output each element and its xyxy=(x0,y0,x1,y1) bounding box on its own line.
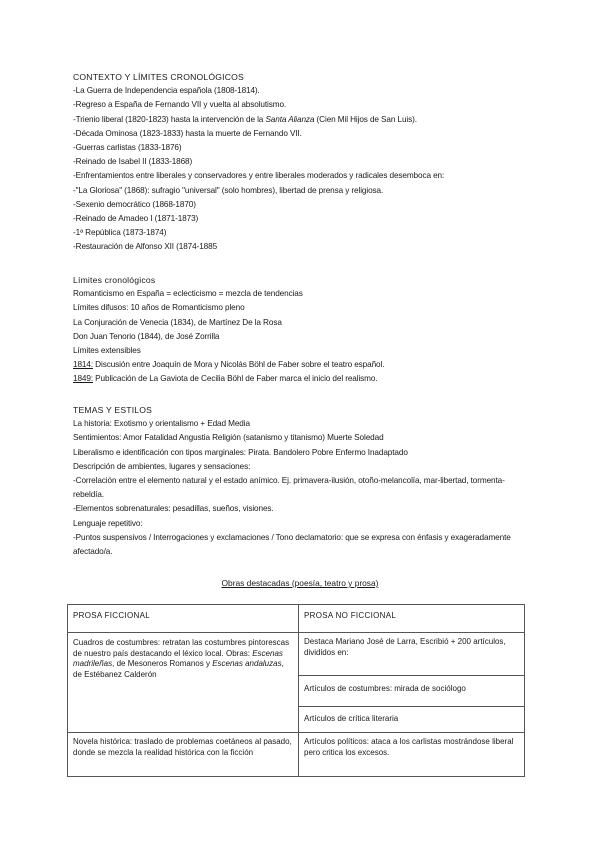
context-item: -La Guerra de Independencia española (1808-1814). xyxy=(73,86,260,96)
year-1814: 1814: xyxy=(73,360,93,370)
santa-alianza: Santa Alianza xyxy=(265,114,315,124)
text-1849: Publicación de La Gaviota de Cecilia Böhl de Faber marca el inicio del realismo. xyxy=(93,374,378,384)
work-escenas-madrilenas: Escenas madrileñas xyxy=(73,648,283,668)
themes-nature: -Correlación entre el elemento natural y el estado anímico. Ej. primavera-ilusión, otoño-melancolía, mar-libertad, tormenta-rebeldía. xyxy=(73,476,505,500)
art-costumbres-cell: Artículos de costumbres: mirada de sociólogo xyxy=(299,676,525,707)
limits-line: Romanticismo en España = eclecticismo = mezcla de tendencias xyxy=(73,289,303,299)
novela-cell: Novela histórica: traslado de problemas coetáneos al pasado, donde se mezcla la realidad histórica con la ficción xyxy=(68,733,299,777)
limits-section xyxy=(73,273,543,387)
limits-line: Don Juan Tenorio (1844), de José Zorrilla xyxy=(73,331,220,341)
themes-line: Sentimientos: Amor Fatalidad Angustia Religión (satanismo y titanismo) Muerte Soledad xyxy=(73,433,384,443)
context-item: -Guerras carlistas (1833-1876) xyxy=(73,143,182,153)
text-1814: Discusión entre Joaquín de Mora y Nicolás Böhl de Faber sobre el teatro español. xyxy=(93,360,385,370)
context-heading: CONTEXTO Y LÍMITES CRONOLÓGICOS xyxy=(73,72,244,82)
year-1849: 1849: xyxy=(73,374,93,384)
context-item: -1ª República (1873-1874) xyxy=(73,228,167,238)
col-fiction-header: PROSA FICCIONAL xyxy=(68,605,299,633)
art-critica-cell: Artículos de crítica literaria xyxy=(299,707,525,733)
context-item: -"La Gloriosa" (1868): sufragio "universal" (solo hombres), libertad de prensa y religiosa. xyxy=(73,185,384,195)
costumbres-text: Cuadros de costumbres: retratan las costumbres pintorescas de nuestro país destacando el léxico local. Obras: xyxy=(73,638,290,658)
themes-line: Liberalismo e identificación con tipos marginales: Pirata. Bandolero Pobre Enfermo Inadaptado xyxy=(73,447,408,457)
context-item: -Enfrentamientos entre liberales y conservadores y entre liberales moderados y radicales desemboca en: xyxy=(73,171,445,181)
context-item: -Restauración de Alfonso XII (1874-1885 xyxy=(73,242,218,252)
table-header-row xyxy=(68,605,525,633)
language-title: Lenguaje repetitivo: xyxy=(73,518,143,528)
themes-line: Descripción de ambientes, lugares y sensaciones: xyxy=(73,461,251,471)
works-table xyxy=(67,604,525,777)
themes-line: La historia: Exotismo y orientalismo + Edad Media xyxy=(73,419,250,429)
themes-section xyxy=(73,403,533,559)
art-politicos-cell: Artículos políticos: ataca a los carlistas mostrándose liberal pero critica los excesos. xyxy=(299,733,525,777)
table-row xyxy=(68,633,525,676)
work-escenas-andaluzas: Escenas andaluzas xyxy=(212,659,282,668)
limits-line: Límites difusos: 10 años de Romanticismo pleno xyxy=(73,303,245,313)
limits-1814 xyxy=(73,358,543,372)
costumbres-cell xyxy=(68,633,299,733)
larra-cell: Destaca Mariano José de Larra, Escribió + 200 artículos, divididos en: xyxy=(299,633,525,676)
trienio-text: -Trienio liberal (1820-1823) hasta la intervención de la xyxy=(73,114,266,124)
trienio-text-end: (Cien Mil Hijos de San Luis). xyxy=(314,114,417,124)
limits-line: Límites extensibles xyxy=(73,346,141,356)
themes-heading: TEMAS Y ESTILOS xyxy=(73,405,153,415)
context-item: -Reinado de Amadeo I (1871-1873) xyxy=(73,214,199,224)
costumbres-text-end: , de Estébanez Calderón xyxy=(73,659,284,679)
works-title: Obras destacadas (poesía, teatro y prosa) xyxy=(221,578,379,588)
context-item: -Sexenio democrático (1868-1870) xyxy=(73,199,196,209)
language-detail: -Puntos suspensivos / Interrogaciones y exclamaciones / Tono declamatorio: que se expresa con énfasis y exageradamente afectado/a. xyxy=(73,532,511,557)
context-item: -Década Ominosa (1823-1833) hasta la muerte de Fernando VII. xyxy=(73,128,302,138)
costumbres-text-mid: , de Mesoneros Romanos y xyxy=(112,659,213,668)
context-item-trienio xyxy=(73,113,543,127)
context-item: -Reinado de Isabel II (1833-1868) xyxy=(73,157,193,167)
limits-heading: Límites cronológicos xyxy=(73,275,156,285)
table-row xyxy=(68,733,525,777)
context-item: -Regreso a España de Fernando VII y vuelta al absolutismo. xyxy=(73,100,287,110)
col-nonfiction-header: PROSA NO FICCIONAL xyxy=(299,605,525,633)
limits-1849 xyxy=(73,372,543,386)
themes-supernatural: -Elementos sobrenaturales: pesadillas, sueños, visiones. xyxy=(73,504,274,514)
limits-line: La Conjuración de Venecia (1834), de Martínez De la Rosa xyxy=(73,317,282,327)
context-section xyxy=(73,70,543,255)
